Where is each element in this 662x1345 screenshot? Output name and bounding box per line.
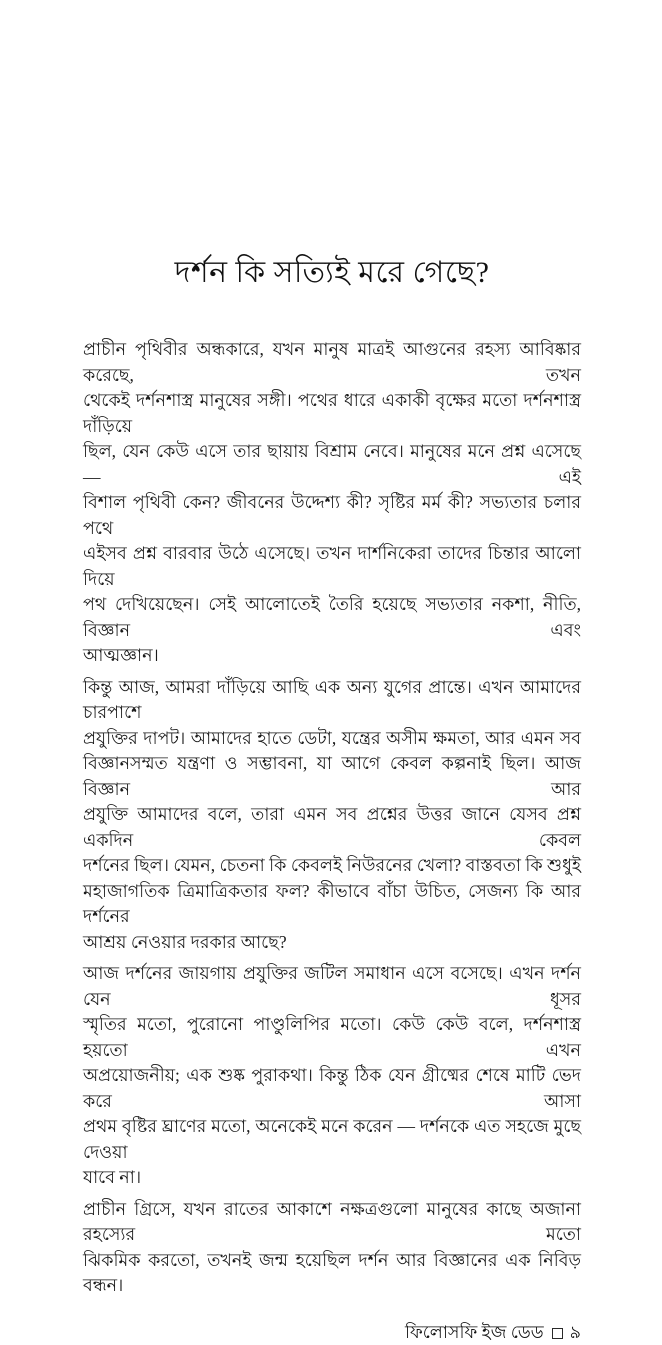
text-line: এইসব প্রশ্ন বারবার উঠে এসেছে। তখন দার্শনিকেরা তাদের চিন্তার আলো দিয়ে [83, 543, 581, 589]
text-line: অপ্রয়োজনীয়; এক শুষ্ক পুরাকথা। কিন্তু ঠিক যেন গ্রীষ্মের শেষে মাটি ভেদ করে আসা [83, 1065, 581, 1111]
text-line: পথ দেখিয়েছেন। সেই আলোতেই তৈরি হয়েছে সভ্যতার নকশা, নীতি, বিজ্ঞান এবং [83, 594, 581, 640]
page-number: ৯ [569, 1321, 581, 1342]
paragraph [83, 961, 581, 1191]
text-line: আজ দর্শনের জায়গায় প্রযুক্তির জটিল সমাধান এসে বসেছে। এখন দর্শন যেন ধূসর [83, 963, 581, 1009]
text-line: ঝিকমিক করতো, তখনই জন্ম হয়েছিল দর্শন আর বিজ্ঞানের এক নিবিড় বন্ধন। [83, 1249, 581, 1295]
text-line: বিশাল পৃথিবী কেন? জীবনের উদ্দেশ্য কী? সৃষ্টির মর্ম কী? সভ্যতার চলার পথে [83, 492, 581, 538]
text-line: যাবে না। [83, 1167, 142, 1187]
paragraph [83, 337, 581, 669]
text-line: থেকেই দর্শনশাস্ত্র মানুষের সঙ্গী। পথের ধারে একাকী বৃক্ষের মতো দর্শনশাস্ত্র দাঁড়িয়ে [83, 390, 581, 436]
text-line: প্রথম বৃষ্টির ঘ্রাণের মতো, অনেকেই মনে করেন — দর্শনকে এত সহজে মুছে দেওয়া [83, 1116, 581, 1162]
text-line: আশ্রয় নেওয়ার দরকার আছে? [83, 931, 287, 952]
running-footer [83, 1320, 581, 1345]
paragraph [83, 1197, 581, 1299]
paragraph [83, 675, 581, 956]
text-line: দর্শনের ছিল। যেমন, চেতনা কি কেবলই নিউরনের খেলা? বাস্তবতা কি শুধুই [83, 855, 581, 875]
text-line: স্মৃতির মতো, পুরোনো পাণ্ডুলিপির মতো। কেউ কেউ বলে, দর্শনশাস্ত্র হয়তো এখন [83, 1014, 581, 1060]
text-line: প্রাচীন পৃথিবীর অন্ধকারে, যখন মানুষ মাত্রই আগুনের রহস্য আবিষ্কার করেছে, তখন [83, 339, 581, 385]
text-line: ছিল, যেন কেউ এসে তার ছায়ায় বিশ্রাম নেবে। মানুষের মনে প্রশ্ন এসেছে — এই [83, 441, 581, 487]
text-line: প্রাচীন গ্রিসে, যখন রাতের আকাশে নক্ষত্রগুলো মানুষের কাছে অজানা রহস্যের মতো [83, 1198, 581, 1244]
square-marker-icon [552, 1328, 563, 1339]
text-line: মহাজাগতিক ত্রিমাত্রিকতার ফল? কীভাবে বাঁচা উচিত, সেজন্য কি আর দর্শনের [83, 880, 581, 926]
text-line: কিন্তু আজ, আমরা দাঁড়িয়ে আছি এক অন্য যুগের প্রান্তে। এখন আমাদের চারপাশে [83, 676, 581, 722]
text-line: প্রযুক্তির দাপট। আমাদের হাতে ডেটা, যন্ত্রের অসীম ক্ষমতা, আর এমন সব [83, 727, 581, 748]
chapter-title: দর্শন কি সত্যিই মরে গেছে? [174, 256, 490, 289]
text-line: বিজ্ঞানসম্মত যন্ত্রণা ও সম্ভাবনা, যা আগে কেবল কল্পনাই ছিল। আজ বিজ্ঞান আর [83, 753, 581, 799]
body-text [83, 337, 581, 1299]
text-line: আত্মজ্ঞান। [83, 645, 159, 665]
text-line: প্রযুক্তি আমাদের বলে, তারা এমন সব প্রশ্নের উত্তর জানে যেসব প্রশ্ন একদিন কেবল [83, 804, 581, 850]
book-title: ফিলোসফি ইজ ডেড [404, 1321, 544, 1342]
